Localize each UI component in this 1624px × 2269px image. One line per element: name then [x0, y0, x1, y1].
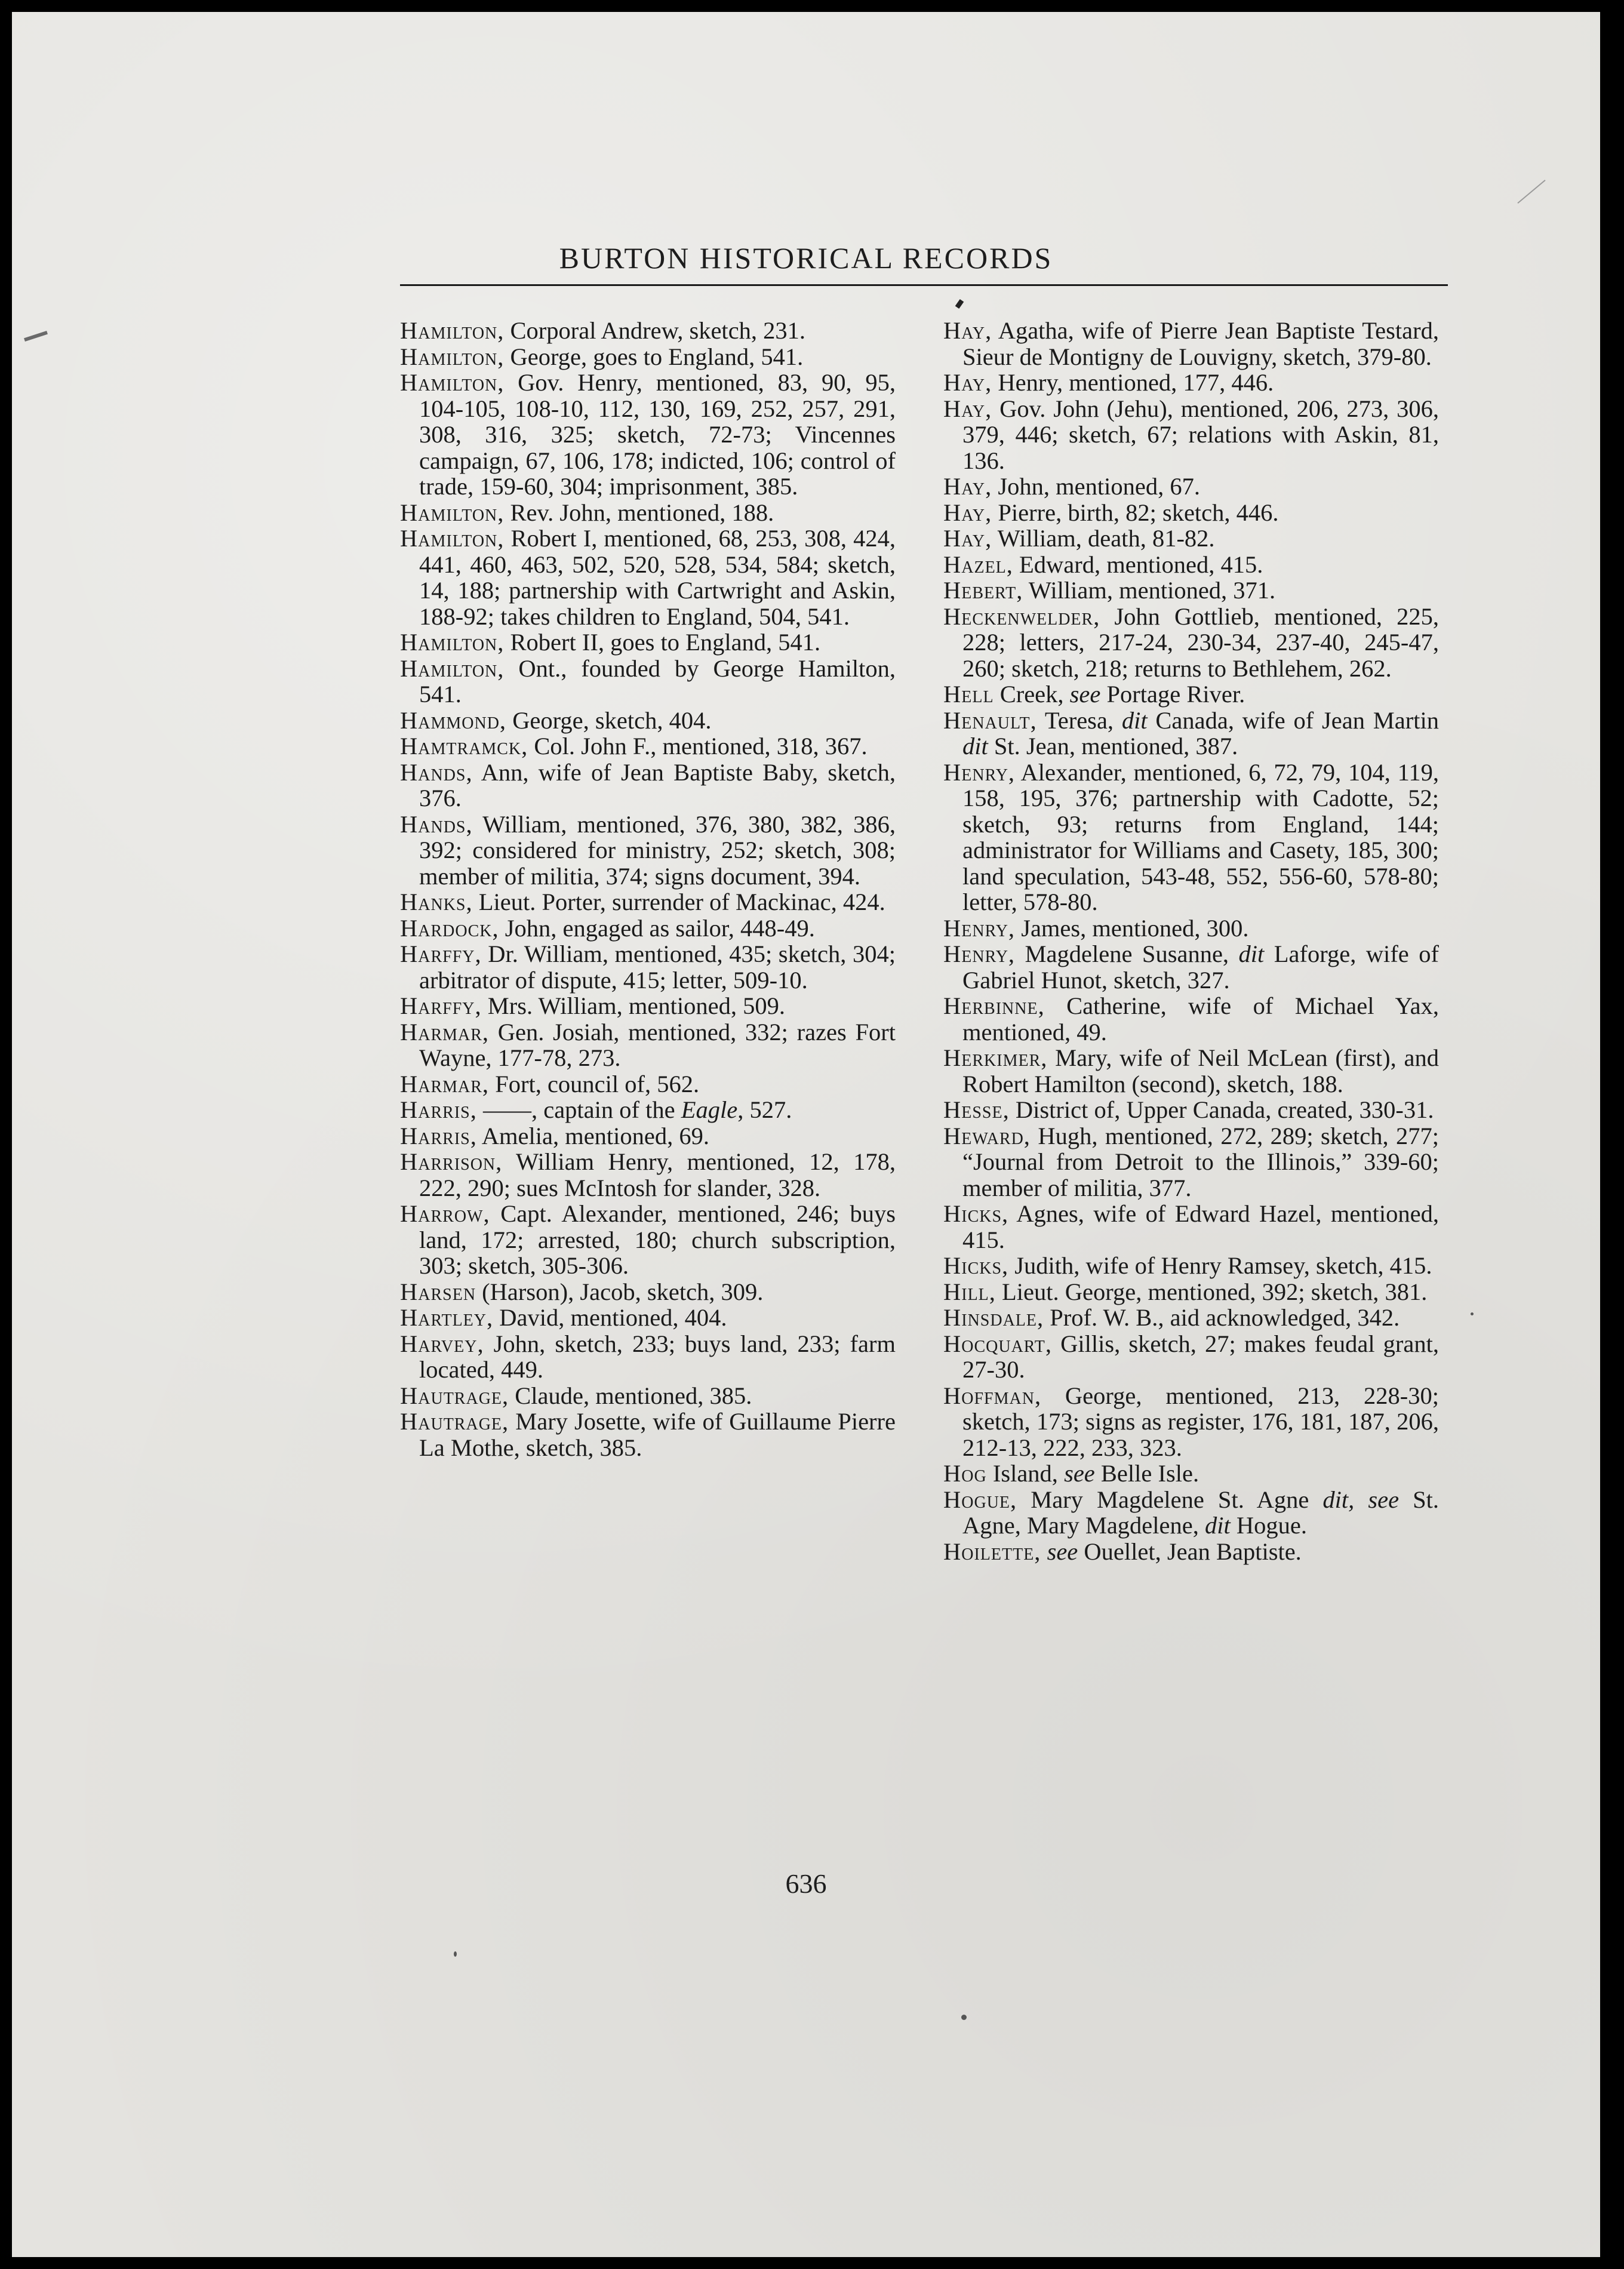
index-entry	[943, 1201, 1439, 1253]
index-entry	[400, 525, 896, 629]
entry-text: Hogue.	[1230, 1512, 1307, 1539]
entry-text: Belle Isle.	[1094, 1460, 1199, 1487]
entry-surname: Harmar,	[400, 1018, 490, 1046]
entry-text: George, goes to England, 541.	[504, 343, 804, 370]
entry-surname: Hammond,	[400, 706, 507, 734]
index-entry	[400, 708, 896, 734]
entry-text: John, engaged as sailor, 448-49.	[499, 914, 815, 942]
index-entry	[943, 1487, 1439, 1539]
entry-surname: Hamilton,	[400, 629, 505, 656]
entry-surname: Harrow,	[400, 1200, 490, 1227]
index-entry	[400, 915, 896, 942]
entry-surname: Hay,	[943, 499, 992, 526]
index-entry	[943, 760, 1439, 915]
index-entry	[943, 993, 1439, 1045]
entry-text: Capt. Alexander, mentioned, 246; buys land, 172; arrested, 180; church subscription, 303; sketch, 305-306.	[419, 1200, 896, 1279]
index-entry	[400, 993, 896, 1019]
entry-text: Amelia, mentioned, 69.	[476, 1122, 710, 1149]
entry-text: Gen. Josiah, mentioned, 332; razes Fort Wayne, 177-78, 273.	[419, 1018, 896, 1071]
index-entry	[400, 1071, 896, 1097]
entry-text: Col. John F., mentioned, 318, 367.	[528, 733, 868, 760]
entry-text: John, sketch, 233; buys land, 233; farm located, 449.	[419, 1330, 896, 1383]
entry-italic: Eagle	[681, 1096, 738, 1123]
index-entry	[943, 525, 1439, 552]
index-entry	[400, 733, 896, 760]
index-entry	[943, 915, 1439, 942]
paper-speck	[1471, 1312, 1474, 1315]
index-entry	[943, 681, 1439, 708]
index-entry	[943, 941, 1439, 993]
index-entry	[943, 1279, 1439, 1305]
entry-surname: Hamilton,	[400, 499, 505, 526]
index-entry	[400, 1201, 896, 1279]
entry-surname: Hebert,	[943, 577, 1023, 604]
entry-text: Judith, wife of Henry Ramsey, sketch, 415.	[1008, 1252, 1432, 1279]
entry-surname: Hesse,	[943, 1096, 1010, 1123]
entry-text: Mary, wife of Neil McLean (first), and Robert Hamilton (second), sketch, 188.	[962, 1044, 1439, 1097]
entry-text: Ann, wife of Jean Baptiste Baby, sketch, 376.	[419, 758, 896, 811]
index-column-left	[400, 318, 896, 1461]
paper-speck	[961, 2015, 967, 2020]
entry-text: Ouellet, Jean Baptiste.	[1078, 1538, 1302, 1565]
entry-text: (Harson), Jacob, sketch, 309.	[476, 1278, 764, 1305]
entry-text	[1041, 1538, 1047, 1565]
entry-italic: see	[1064, 1460, 1095, 1487]
entry-surname: Hog	[943, 1460, 987, 1487]
entry-text: George, sketch, 404.	[506, 706, 712, 734]
running-head: BURTON HISTORICAL RECORDS	[559, 241, 1053, 275]
header-rule	[400, 284, 1448, 286]
entry-text: John Gottlieb, mentioned, 225, 228; letters, 217-24, 230-34, 237-40, 245-47, 260; sketch, 218; returns to Bethlehem, 262.	[962, 602, 1439, 682]
index-entry	[943, 370, 1439, 396]
index-entry	[943, 1045, 1439, 1097]
index-entry	[943, 1461, 1439, 1487]
entry-text: Gov. Henry, mentioned, 83, 90, 95, 104-105, 108-10, 112, 130, 169, 252, 257, 291, 308, 316, 325; sketch, 72-73; Vincennes campaign, 67, 106, 178; indicted, 106; control of trade, 159-60, 304; imprisonment, 385.	[419, 369, 896, 500]
entry-surname: Hay,	[943, 525, 992, 552]
entry-text: Agnes, wife of Edward Hazel, mentioned, 415.	[962, 1200, 1439, 1253]
index-entry	[943, 500, 1439, 526]
paper-speck	[454, 1951, 457, 1957]
index-entry	[400, 1279, 896, 1305]
index-entry	[943, 577, 1439, 604]
entry-text: Henry, mentioned, 177, 446.	[992, 369, 1274, 396]
entry-text: Creek,	[994, 681, 1070, 708]
index-entry	[400, 1383, 896, 1409]
entry-surname: Hamtramck,	[400, 733, 528, 760]
entry-text: Gov. John (Jehu), mentioned, 206, 273, 306, 379, 446; sketch, 67; relations with Askin, 81, 136.	[962, 395, 1439, 474]
entry-surname: Henry,	[943, 914, 1016, 942]
entry-text: Mary Josette, wife of Guillaume Pierre La Mothe, sketch, 385.	[419, 1408, 896, 1461]
index-entry	[400, 344, 896, 370]
entry-text: Robert I, mentioned, 68, 253, 308, 424, 441, 460, 463, 502, 520, 528, 534, 584; sketch, 14, 188; partnership with Cartwright and Askin, 188-92; takes children to England, 504, 541.	[419, 525, 896, 630]
entry-surname: Hautrage,	[400, 1408, 509, 1435]
entry-italic: dit	[1121, 706, 1148, 734]
entry-italic: see	[1069, 681, 1101, 708]
ink-mark	[955, 299, 964, 309]
scanned-page	[12, 12, 1600, 2257]
index-entry	[943, 318, 1439, 370]
entry-surname: Hands,	[400, 758, 473, 786]
index-entry	[400, 941, 896, 993]
index-entry	[943, 1305, 1439, 1331]
entry-text: William, mentioned, 371.	[1023, 577, 1276, 604]
entry-text: Mrs. William, mentioned, 509.	[481, 992, 785, 1019]
entry-surname: Harris,	[400, 1096, 477, 1123]
index-entry	[400, 318, 896, 344]
entry-surname: Hoilette,	[943, 1538, 1041, 1565]
entry-surname: Henry,	[943, 940, 1016, 967]
entry-text: Portage River.	[1100, 681, 1245, 708]
index-entry	[400, 370, 896, 500]
entry-surname: Hocquart,	[943, 1330, 1053, 1357]
entry-surname: Hicks,	[943, 1252, 1009, 1279]
entry-text: Fort, council of, 562.	[489, 1070, 700, 1097]
entry-text: ——, captain of the	[476, 1096, 681, 1123]
index-entry	[943, 1123, 1439, 1201]
index-entry	[943, 552, 1439, 578]
entry-text: Corporal Andrew, sketch, 231.	[504, 317, 806, 344]
entry-text: Claude, mentioned, 385.	[509, 1382, 752, 1409]
entry-text: Island,	[986, 1460, 1065, 1487]
index-entry	[943, 1253, 1439, 1279]
entry-text: James, mentioned, 300.	[1015, 914, 1249, 942]
entry-italic: see	[1047, 1538, 1078, 1565]
entry-text: , 527.	[737, 1096, 792, 1123]
entry-text: Dr. William, mentioned, 435; sketch, 304; arbitrator of dispute, 415; letter, 509-10.	[419, 940, 896, 994]
index-entry	[943, 474, 1439, 500]
index-entry	[400, 1409, 896, 1461]
entry-text: George, mentioned, 213, 228-30; sketch, 173; signs as register, 176, 181, 187, 206, 212-13, 222, 233, 323.	[962, 1382, 1439, 1461]
entry-surname: Herbinne,	[943, 992, 1045, 1019]
index-column-right	[943, 318, 1439, 1564]
entry-surname: Hay,	[943, 395, 992, 422]
entry-text: St. Agne, Mary Magdelene,	[962, 1486, 1439, 1539]
entry-surname: Hartley,	[400, 1304, 494, 1331]
entry-surname: Hamilton,	[400, 343, 505, 370]
entry-surname: Hogue,	[943, 1486, 1017, 1513]
entry-text: District of, Upper Canada, created, 330-31.	[1009, 1096, 1434, 1123]
entry-surname: Hanks,	[400, 888, 473, 915]
entry-surname: Hazel,	[943, 551, 1013, 578]
entry-text: St. Jean, mentioned, 387.	[988, 733, 1238, 760]
index-entry	[400, 1123, 896, 1149]
entry-italic: dit	[1238, 940, 1265, 967]
entry-italic: dit	[962, 733, 988, 760]
entry-text: Catherine, wife of Michael Yax, mentioned, 49.	[962, 992, 1439, 1046]
entry-text: Gillis, sketch, 27; makes feudal grant, 27-30.	[962, 1330, 1439, 1383]
index-entry	[943, 1539, 1439, 1565]
entry-surname: Hands,	[400, 810, 473, 838]
entry-text: Robert II, goes to England, 541.	[504, 629, 821, 656]
entry-italic: dit, see	[1322, 1486, 1400, 1513]
index-entry	[400, 760, 896, 811]
entry-text: Magdelene Susanne,	[1015, 940, 1239, 967]
entry-text: Pierre, birth, 82; sketch, 446.	[992, 499, 1279, 526]
entry-text: John, mentioned, 67.	[992, 473, 1200, 500]
index-entry	[400, 1331, 896, 1383]
index-entry	[943, 708, 1439, 760]
entry-surname: Henault,	[943, 706, 1037, 734]
index-entry	[400, 889, 896, 915]
index-entry	[943, 1097, 1439, 1123]
entry-surname: Harffy,	[400, 940, 482, 967]
index-entry	[943, 1331, 1439, 1383]
index-entry	[400, 1149, 896, 1201]
entry-surname: Hamilton,	[400, 525, 505, 552]
entry-surname: Harsen	[400, 1278, 476, 1305]
entry-text: Mary Magdelene St. Agne	[1017, 1486, 1323, 1513]
index-entry	[400, 629, 896, 656]
entry-surname: Hinsdale,	[943, 1304, 1044, 1331]
paper-mark	[24, 331, 48, 342]
entry-surname: Henry,	[943, 758, 1016, 786]
entry-surname: Hill,	[943, 1278, 996, 1305]
entry-text: Hugh, mentioned, 272, 289; sketch, 277; “Journal from Detroit to the Illinois,” 339-60; member of militia, 377.	[962, 1122, 1439, 1201]
entry-surname: Hell	[943, 681, 994, 708]
entry-surname: Hardock,	[400, 914, 499, 942]
index-entry	[400, 500, 896, 526]
index-entry	[400, 656, 896, 708]
entry-text: David, mentioned, 404.	[493, 1304, 727, 1331]
entry-text: William Henry, mentioned, 12, 178, 222, 290; sues McIntosh for slander, 328.	[419, 1148, 896, 1201]
entry-surname: Hay,	[943, 317, 992, 344]
entry-text: William, death, 81-82.	[992, 525, 1215, 552]
entry-surname: Hamilton,	[400, 369, 505, 396]
entry-text: Lieut. George, mentioned, 392; sketch, 381.	[995, 1278, 1428, 1305]
entry-text: Ont., founded by George Hamilton, 541.	[419, 654, 896, 708]
entry-text: Agatha, wife of Pierre Jean Baptiste Testard, Sieur de Montigny de Louvigny, sketch, 379-80.	[962, 317, 1439, 370]
entry-surname: Hamilton,	[400, 654, 505, 682]
entry-surname: Hautrage,	[400, 1382, 509, 1409]
entry-surname: Harmar,	[400, 1070, 490, 1097]
entry-text: Alexander, mentioned, 6, 72, 79, 104, 119, 158, 195, 376; partnership with Cadotte, 52; sketch, 93; returns from England, 144; administrator for Williams and Casety, 185, 300; land speculation, 543-48, 552, 556-60, 578-80; letter, 578-80.	[962, 758, 1439, 915]
entry-surname: Harvey,	[400, 1330, 484, 1357]
entry-surname: Hay,	[943, 473, 992, 500]
index-entry	[400, 1305, 896, 1331]
entry-surname: Hamilton,	[400, 317, 505, 344]
entry-text: Lieut. Porter, surrender of Mackinac, 424.	[472, 888, 885, 915]
index-entry	[400, 811, 896, 890]
entry-surname: Harris,	[400, 1122, 477, 1149]
index-entry	[943, 1383, 1439, 1461]
entry-surname: Heward,	[943, 1122, 1031, 1149]
index-entry	[400, 1019, 896, 1071]
entry-text: Prof. W. B., aid acknowledged, 342.	[1044, 1304, 1400, 1331]
entry-text: Teresa,	[1036, 706, 1122, 734]
entry-text: Canada, wife of Jean Martin	[1147, 706, 1439, 734]
entry-surname: Hay,	[943, 369, 992, 396]
paper-mark	[1517, 180, 1545, 204]
index-entry	[943, 396, 1439, 474]
entry-surname: Harffy,	[400, 992, 482, 1019]
entry-text: William, mentioned, 376, 380, 382, 386, 392; considered for ministry, 252; sketch, 308; member of militia, 374; signs document, 394.	[419, 810, 896, 890]
entry-text: Edward, mentioned, 415.	[1013, 551, 1263, 578]
entry-text: Rev. John, mentioned, 188.	[504, 499, 774, 526]
entry-surname: Herkimer,	[943, 1044, 1048, 1071]
entry-surname: Harrison,	[400, 1148, 503, 1175]
page-number: 636	[785, 1868, 827, 1899]
entry-surname: Hoffman,	[943, 1382, 1042, 1409]
index-entry	[400, 1097, 896, 1123]
entry-text: Laforge, wife of Gabriel Hunot, sketch, 327.	[962, 940, 1439, 994]
entry-surname: Hicks,	[943, 1200, 1009, 1227]
entry-italic: dit	[1205, 1512, 1231, 1539]
index-entry	[943, 604, 1439, 682]
entry-surname: Heckenwelder,	[943, 602, 1100, 630]
